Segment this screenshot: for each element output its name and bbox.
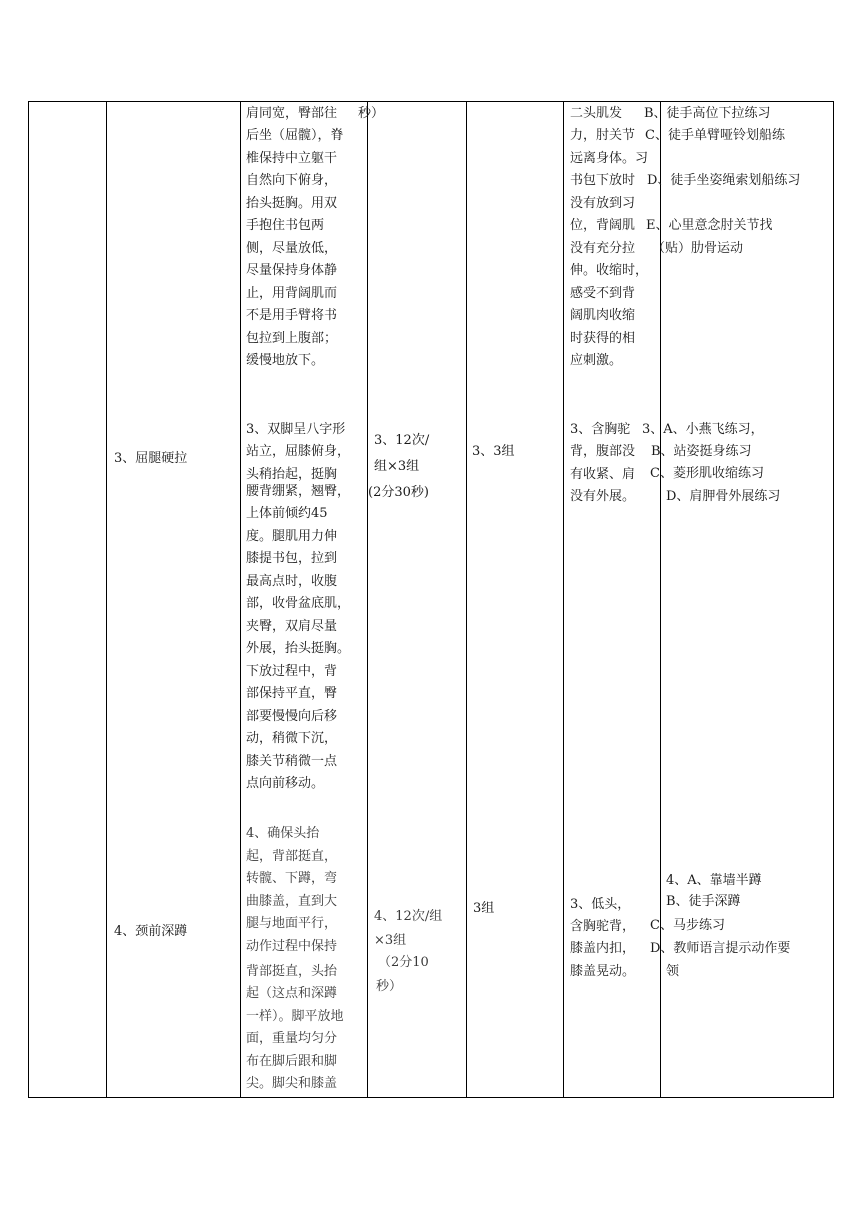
method-line: 侧，尽量放低，	[246, 241, 338, 256]
error-line: 二头肌发	[570, 106, 623, 121]
error-line: 阔肌肉收缩	[570, 308, 636, 323]
fix-line: B、徒手高位下拉练习	[644, 106, 771, 121]
method-line: 起（这点和深蹲	[246, 986, 338, 1001]
error-line: 3、低头，	[570, 897, 631, 912]
error-line: 位，背阔肌	[570, 218, 636, 233]
method-line: 曲膝盖，直到大	[246, 894, 338, 909]
method-line: 转髋、下蹲，弯	[246, 871, 338, 886]
reps-line: 4、12次/组	[374, 909, 443, 924]
method-line: 部保持平直，臀	[246, 686, 338, 701]
reps-line: 秒）	[376, 979, 403, 994]
method-line: 自然向下俯身，	[246, 173, 338, 188]
method-line: 膝关节稍微一点	[246, 754, 338, 769]
fix-line: B、徒手深蹲	[666, 894, 741, 909]
method-line: 缓慢地放下。	[246, 353, 325, 368]
method-line: 腰背绷紧，翘臀，	[246, 484, 351, 499]
error-line: 没有放到习	[570, 196, 636, 211]
reps-line: 组×3组	[374, 459, 420, 474]
fix-line: （贴）肋骨运动	[652, 241, 744, 256]
error-line: 3、含胸驼	[570, 422, 631, 437]
fix-line: 领	[666, 964, 680, 979]
method-line: 背部挺直，头抬	[246, 964, 338, 979]
method-line: 一样）。脚平放地	[246, 1009, 344, 1024]
method-line: 后坐（屈髋），脊	[246, 128, 344, 143]
error-line: 没有充分拉	[570, 241, 636, 256]
fix-line: E、心里意念肘关节找	[646, 218, 773, 233]
method-line: 外展，抬头挺胸。	[246, 641, 351, 656]
error-line: 力，肘关节	[570, 128, 636, 143]
col-divider-1	[106, 101, 107, 1097]
method-line: 部要慢慢向后移	[246, 709, 338, 724]
method-line: 手抱住书包两	[246, 218, 325, 233]
fix-line: D、徒手坐姿绳索划船练习	[647, 173, 801, 188]
method-line: 最高点时，收腹	[246, 574, 338, 589]
error-line: 背，腹部没	[570, 444, 636, 459]
fix-line: D、教师语言提示动作要	[650, 941, 791, 956]
fix-line: C、徒手单臂哑铃划船练	[645, 128, 785, 143]
method-line: 膝提书包，拉到	[246, 551, 338, 566]
fix-line: 3、A、小燕飞练习，	[642, 422, 764, 437]
method-line: 布在脚后跟和脚	[246, 1054, 338, 1069]
error-line: 膝盖内扣，	[570, 941, 636, 956]
error-line: 有收紧、肩	[570, 467, 636, 482]
exercise-name: 4、颈前深蹲	[114, 924, 188, 939]
col-divider-3	[367, 101, 368, 1097]
error-line: 没有外展。	[570, 489, 636, 504]
method-line: 下放过程中，背	[246, 664, 338, 679]
reps-line: (2分30秒)	[368, 485, 429, 500]
method-line: 起，背部挺直，	[246, 849, 338, 864]
method-line: 动，稍微下沉，	[246, 731, 338, 746]
col-divider-5	[563, 101, 564, 1097]
method-line: 部，收骨盆底肌，	[246, 596, 351, 611]
method-line: 椎保持中立躯干	[246, 151, 338, 166]
error-line: 含胸驼背，	[570, 919, 636, 934]
error-line: 膝盖晃动。	[570, 964, 636, 979]
method-line: 腿与地面平行，	[246, 916, 338, 931]
method-line: 动作过程中保持	[246, 939, 338, 954]
error-line: 应刺激。	[570, 353, 623, 368]
sets-cell: 3、3组	[472, 444, 515, 459]
fix-line: B、站姿挺身练习	[651, 444, 752, 459]
method-line: 头稍抬起，挺胸	[246, 467, 338, 482]
error-line: 时获得的相	[570, 331, 636, 346]
method-line: 夹臀，双肩尽量	[246, 619, 338, 634]
exercise-name: 3、屈腿硬拉	[114, 451, 188, 466]
method-line: 不是用手臂将书	[246, 308, 338, 323]
method-line: 包拉到上腹部；	[246, 331, 338, 346]
method-line: 抬头挺胸。用双	[246, 196, 338, 211]
error-line: 远离身体。习	[570, 151, 649, 166]
method-line: 尽量保持身体静	[246, 263, 338, 278]
fix-line: 4、A、靠墙半蹲	[666, 873, 762, 888]
col-divider-2	[240, 101, 241, 1097]
fix-line: C、马步练习	[650, 918, 725, 933]
error-line: 伸。收缩时，	[570, 263, 649, 278]
method-line: 尖。脚尖和膝盖	[246, 1076, 338, 1091]
method-line: 4、确保头抬	[246, 826, 320, 841]
error-line: 书包下放时	[570, 173, 636, 188]
error-line: 感受不到背	[570, 286, 636, 301]
fix-line: D、肩胛骨外展练习	[666, 489, 781, 504]
method-line: 3、双脚呈八字形	[246, 422, 346, 437]
reps-line: 3、12次/	[374, 433, 430, 448]
fix-line: C、菱形肌收缩练习	[650, 466, 764, 481]
method-line: 肩同宽，臀部往	[246, 106, 338, 121]
method-line: 上体前倾约45	[246, 506, 328, 521]
method-line: 点向前移动。	[246, 776, 325, 791]
method-line: 站立，屈膝俯身，	[246, 444, 351, 459]
method-line: 面，重量均匀分	[246, 1031, 338, 1046]
reps-line: （2分10	[378, 955, 429, 970]
method-line: 度。腿肌用力伸	[246, 529, 338, 544]
sets-cell: 3组	[473, 901, 495, 916]
col-divider-4	[466, 101, 467, 1097]
reps-line: ×3组	[374, 933, 407, 948]
reps-cell-tail: 秒）	[358, 106, 385, 121]
method-line: 止，用背阔肌而	[246, 286, 338, 301]
